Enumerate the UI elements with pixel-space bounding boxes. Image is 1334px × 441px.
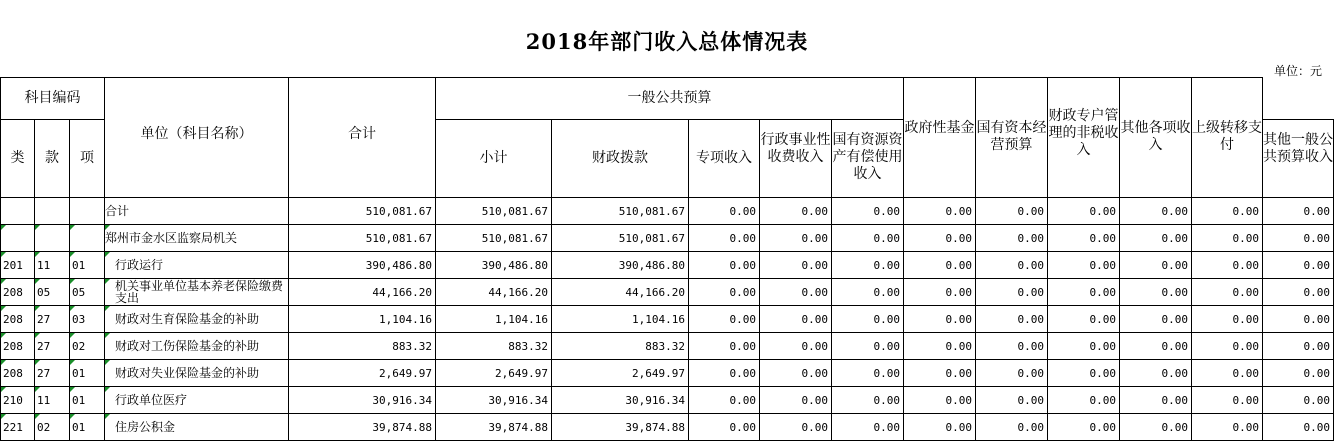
cell-lei bbox=[1, 414, 35, 441]
cell-state-capital: 0.00 bbox=[1048, 414, 1120, 441]
cell-fiscal-allocation: 883.32 bbox=[552, 333, 689, 360]
cell-admin-fees: 0.00 bbox=[760, 198, 832, 225]
cell-subtotal: 510,081.67 bbox=[436, 198, 552, 225]
cell-state-asset: 0.00 bbox=[832, 333, 904, 360]
header-kuan: 款 bbox=[35, 120, 70, 198]
cell-gov-fund: 0.00 bbox=[976, 252, 1048, 279]
cell-admin-fees: 0.00 bbox=[760, 279, 832, 306]
cell-marker-icon bbox=[105, 387, 110, 392]
page-title: 2018年部门收入总体情况表 bbox=[525, 29, 809, 54]
cell-marker-icon bbox=[70, 333, 75, 338]
cell-lei-text: 210 bbox=[3, 393, 23, 407]
cell-unit-name-text: 合计 bbox=[105, 204, 130, 218]
cell-kuan bbox=[35, 414, 70, 441]
cell-lei bbox=[1, 333, 35, 360]
cell-marker-icon bbox=[1, 306, 6, 311]
cell-marker-icon bbox=[1, 414, 6, 419]
cell-other-income: 0.00 bbox=[1192, 225, 1263, 252]
cell-state-asset: 0.00 bbox=[832, 225, 904, 252]
cell-admin-fees: 0.00 bbox=[760, 252, 832, 279]
table-row bbox=[1, 306, 1334, 333]
cell-fiscal-special: 0.00 bbox=[1120, 279, 1192, 306]
cell-xiang-text: 01 bbox=[72, 420, 86, 434]
cell-unit-name bbox=[105, 414, 289, 441]
cell-gov-fund: 0.00 bbox=[976, 360, 1048, 387]
cell-fiscal-special: 0.00 bbox=[1120, 333, 1192, 360]
cell-special-income: 0.00 bbox=[689, 279, 760, 306]
cell-gov-fund: 0.00 bbox=[976, 198, 1048, 225]
header-special-income: 专项收入 bbox=[689, 120, 760, 198]
cell-total: 39,874.88 bbox=[289, 414, 436, 441]
cell-marker-icon bbox=[35, 225, 40, 230]
cell-total: 510,081.67 bbox=[289, 225, 436, 252]
cell-kuan bbox=[35, 198, 70, 225]
cell-state-capital: 0.00 bbox=[1048, 387, 1120, 414]
cell-other-general: 0.00 bbox=[904, 198, 976, 225]
cell-kuan bbox=[35, 279, 70, 306]
cell-kuan-text: 27 bbox=[37, 312, 51, 326]
cell-marker-icon bbox=[105, 279, 110, 284]
cell-other-income: 0.00 bbox=[1192, 387, 1263, 414]
cell-transfer: 0.00 bbox=[1263, 279, 1334, 306]
cell-fiscal-special: 0.00 bbox=[1120, 360, 1192, 387]
cell-state-asset: 0.00 bbox=[832, 279, 904, 306]
header-xiang: 项 bbox=[70, 120, 105, 198]
cell-lei bbox=[1, 225, 35, 252]
cell-kuan-text: 27 bbox=[37, 366, 51, 380]
cell-xiang-text: 01 bbox=[72, 258, 86, 272]
cell-special-income: 0.00 bbox=[689, 360, 760, 387]
cell-other-general: 0.00 bbox=[904, 279, 976, 306]
cell-subtotal: 390,486.80 bbox=[436, 252, 552, 279]
cell-marker-icon bbox=[35, 252, 40, 257]
cell-gov-fund: 0.00 bbox=[976, 306, 1048, 333]
cell-transfer: 0.00 bbox=[1263, 306, 1334, 333]
cell-gov-fund: 0.00 bbox=[976, 387, 1048, 414]
cell-transfer: 0.00 bbox=[1263, 252, 1334, 279]
cell-other-income: 0.00 bbox=[1192, 360, 1263, 387]
cell-state-asset: 0.00 bbox=[832, 306, 904, 333]
cell-xiang bbox=[70, 387, 105, 414]
cell-special-income: 0.00 bbox=[689, 387, 760, 414]
cell-unit-name bbox=[105, 387, 289, 414]
cell-unit-name bbox=[105, 279, 289, 306]
cell-kuan bbox=[35, 252, 70, 279]
cell-kuan bbox=[35, 306, 70, 333]
cell-xiang bbox=[70, 360, 105, 387]
cell-marker-icon bbox=[70, 225, 75, 230]
header-transfer: 上级转移支付 bbox=[1192, 78, 1263, 198]
header-unit-name: 单位（科目名称） bbox=[105, 78, 289, 198]
cell-marker-icon bbox=[105, 360, 110, 365]
cell-xiang-text: 02 bbox=[72, 339, 86, 353]
cell-admin-fees: 0.00 bbox=[760, 414, 832, 441]
cell-kuan bbox=[35, 387, 70, 414]
header-general-budget: 一般公共预算 bbox=[436, 78, 904, 120]
cell-fiscal-special: 0.00 bbox=[1120, 225, 1192, 252]
table-row bbox=[1, 360, 1334, 387]
cell-kuan-text: 02 bbox=[37, 420, 51, 434]
cell-unit-name-text: 机关事业单位基本养老保险缴费支出 bbox=[115, 279, 284, 305]
cell-unit-name-text: 住房公积金 bbox=[115, 420, 176, 434]
cell-xiang bbox=[70, 333, 105, 360]
cell-transfer: 0.00 bbox=[1263, 333, 1334, 360]
cell-xiang-text: 01 bbox=[72, 366, 86, 380]
header-admin-fees: 行政事业性收费收入 bbox=[760, 120, 832, 198]
cell-other-income: 0.00 bbox=[1192, 279, 1263, 306]
cell-lei-text: 208 bbox=[3, 312, 23, 326]
cell-marker-icon bbox=[1, 225, 6, 230]
cell-other-general: 0.00 bbox=[904, 414, 976, 441]
cell-other-general: 0.00 bbox=[904, 387, 976, 414]
cell-total: 2,649.97 bbox=[289, 360, 436, 387]
cell-gov-fund: 0.00 bbox=[976, 333, 1048, 360]
cell-other-general: 0.00 bbox=[904, 360, 976, 387]
cell-marker-icon bbox=[35, 306, 40, 311]
cell-unit-name bbox=[105, 333, 289, 360]
cell-xiang bbox=[70, 225, 105, 252]
cell-subtotal: 1,104.16 bbox=[436, 306, 552, 333]
cell-marker-icon bbox=[1, 387, 6, 392]
cell-other-income: 0.00 bbox=[1192, 333, 1263, 360]
cell-fiscal-allocation: 1,104.16 bbox=[552, 306, 689, 333]
cell-marker-icon bbox=[35, 360, 40, 365]
cell-lei bbox=[1, 387, 35, 414]
header-other-general: 其他一般公共预算收入 bbox=[1263, 120, 1334, 198]
cell-unit-name-text: 郑州市金水区监察局机关 bbox=[105, 231, 238, 245]
cell-total: 1,104.16 bbox=[289, 306, 436, 333]
cell-transfer: 0.00 bbox=[1263, 414, 1334, 441]
cell-transfer: 0.00 bbox=[1263, 360, 1334, 387]
cell-state-asset: 0.00 bbox=[832, 414, 904, 441]
header-state-asset: 国有资源资产有偿使用收入 bbox=[832, 120, 904, 198]
cell-state-capital: 0.00 bbox=[1048, 306, 1120, 333]
cell-xiang-text: 03 bbox=[72, 312, 86, 326]
table-row bbox=[1, 225, 1334, 252]
cell-state-capital: 0.00 bbox=[1048, 198, 1120, 225]
cell-fiscal-special: 0.00 bbox=[1120, 252, 1192, 279]
cell-unit-name bbox=[105, 252, 289, 279]
table-body bbox=[1, 198, 1334, 441]
header-total: 合计 bbox=[289, 78, 436, 198]
table-row bbox=[1, 414, 1334, 441]
cell-gov-fund: 0.00 bbox=[976, 414, 1048, 441]
cell-state-asset: 0.00 bbox=[832, 387, 904, 414]
cell-lei-text: 208 bbox=[3, 339, 23, 353]
cell-other-income: 0.00 bbox=[1192, 306, 1263, 333]
header-subject-code: 科目编码 bbox=[1, 78, 105, 120]
cell-other-income: 0.00 bbox=[1192, 198, 1263, 225]
table-row bbox=[1, 387, 1334, 414]
cell-subtotal: 39,874.88 bbox=[436, 414, 552, 441]
cell-unit-name-text: 财政对失业保险基金的补助 bbox=[115, 366, 260, 380]
cell-unit-name-text: 行政单位医疗 bbox=[115, 393, 188, 407]
cell-gov-fund: 0.00 bbox=[976, 225, 1048, 252]
cell-admin-fees: 0.00 bbox=[760, 225, 832, 252]
cell-unit-name bbox=[105, 306, 289, 333]
cell-xiang bbox=[70, 414, 105, 441]
cell-kuan-text: 05 bbox=[37, 285, 51, 299]
cell-special-income: 0.00 bbox=[689, 198, 760, 225]
cell-marker-icon bbox=[1, 333, 6, 338]
cell-lei bbox=[1, 360, 35, 387]
table-row bbox=[1, 333, 1334, 360]
cell-xiang bbox=[70, 279, 105, 306]
cell-total: 30,916.34 bbox=[289, 387, 436, 414]
cell-kuan bbox=[35, 333, 70, 360]
cell-fiscal-allocation: 2,649.97 bbox=[552, 360, 689, 387]
cell-admin-fees: 0.00 bbox=[760, 387, 832, 414]
cell-lei bbox=[1, 279, 35, 306]
cell-fiscal-allocation: 510,081.67 bbox=[552, 198, 689, 225]
cell-lei-text: 201 bbox=[3, 258, 23, 272]
cell-lei bbox=[1, 306, 35, 333]
cell-xiang bbox=[70, 306, 105, 333]
cell-total: 510,081.67 bbox=[289, 198, 436, 225]
header-fiscal-allocation: 财政拨款 bbox=[552, 120, 689, 198]
cell-kuan-text: 27 bbox=[37, 339, 51, 353]
cell-marker-icon bbox=[35, 333, 40, 338]
header-gov-fund: 政府性基金 bbox=[904, 78, 976, 198]
cell-state-asset: 0.00 bbox=[832, 252, 904, 279]
cell-marker-icon bbox=[70, 252, 75, 257]
cell-subtotal: 883.32 bbox=[436, 333, 552, 360]
income-table bbox=[0, 77, 1334, 441]
table-row bbox=[1, 279, 1334, 306]
cell-marker-icon bbox=[1, 279, 6, 284]
cell-state-capital: 0.00 bbox=[1048, 360, 1120, 387]
cell-total: 44,166.20 bbox=[289, 279, 436, 306]
table-row bbox=[1, 252, 1334, 279]
cell-transfer: 0.00 bbox=[1263, 225, 1334, 252]
cell-state-capital: 0.00 bbox=[1048, 252, 1120, 279]
cell-lei-text: 208 bbox=[3, 285, 23, 299]
cell-other-income: 0.00 bbox=[1192, 252, 1263, 279]
cell-subtotal: 30,916.34 bbox=[436, 387, 552, 414]
cell-marker-icon bbox=[70, 306, 75, 311]
cell-unit-name-text: 财政对生育保险基金的补助 bbox=[115, 312, 260, 326]
cell-transfer: 0.00 bbox=[1263, 198, 1334, 225]
cell-special-income: 0.00 bbox=[689, 333, 760, 360]
cell-special-income: 0.00 bbox=[689, 306, 760, 333]
cell-unit-name bbox=[105, 198, 289, 225]
cell-fiscal-allocation: 44,166.20 bbox=[552, 279, 689, 306]
cell-kuan bbox=[35, 225, 70, 252]
cell-marker-icon bbox=[1, 252, 6, 257]
cell-marker-icon bbox=[105, 225, 110, 230]
cell-lei bbox=[1, 252, 35, 279]
cell-marker-icon bbox=[70, 279, 75, 284]
header-lei: 类 bbox=[1, 120, 35, 198]
cell-lei-text: 208 bbox=[3, 366, 23, 380]
cell-kuan-text: 11 bbox=[37, 258, 51, 272]
cell-subtotal: 510,081.67 bbox=[436, 225, 552, 252]
cell-subtotal: 44,166.20 bbox=[436, 279, 552, 306]
cell-fiscal-allocation: 510,081.67 bbox=[552, 225, 689, 252]
cell-subtotal: 2,649.97 bbox=[436, 360, 552, 387]
cell-state-asset: 0.00 bbox=[832, 198, 904, 225]
table-row bbox=[1, 198, 1334, 225]
cell-state-capital: 0.00 bbox=[1048, 225, 1120, 252]
cell-marker-icon bbox=[105, 306, 110, 311]
cell-fiscal-special: 0.00 bbox=[1120, 414, 1192, 441]
cell-marker-icon bbox=[105, 333, 110, 338]
cell-marker-icon bbox=[70, 360, 75, 365]
cell-xiang bbox=[70, 252, 105, 279]
cell-xiang-text: 05 bbox=[72, 285, 86, 299]
cell-marker-icon bbox=[105, 414, 110, 419]
cell-admin-fees: 0.00 bbox=[760, 333, 832, 360]
cell-xiang bbox=[70, 198, 105, 225]
cell-marker-icon bbox=[70, 387, 75, 392]
header-state-capital: 国有资本经营预算 bbox=[976, 78, 1048, 198]
cell-special-income: 0.00 bbox=[689, 414, 760, 441]
cell-fiscal-special: 0.00 bbox=[1120, 387, 1192, 414]
cell-admin-fees: 0.00 bbox=[760, 306, 832, 333]
cell-total: 883.32 bbox=[289, 333, 436, 360]
cell-other-general: 0.00 bbox=[904, 225, 976, 252]
cell-kuan-text: 11 bbox=[37, 393, 51, 407]
cell-special-income: 0.00 bbox=[689, 225, 760, 252]
cell-marker-icon bbox=[1, 360, 6, 365]
cell-gov-fund: 0.00 bbox=[976, 279, 1048, 306]
cell-fiscal-special: 0.00 bbox=[1120, 198, 1192, 225]
cell-state-capital: 0.00 bbox=[1048, 279, 1120, 306]
cell-fiscal-special: 0.00 bbox=[1120, 306, 1192, 333]
cell-state-capital: 0.00 bbox=[1048, 333, 1120, 360]
cell-marker-icon bbox=[35, 387, 40, 392]
cell-total: 390,486.80 bbox=[289, 252, 436, 279]
cell-state-asset: 0.00 bbox=[832, 360, 904, 387]
cell-special-income: 0.00 bbox=[689, 252, 760, 279]
header-subtotal: 小计 bbox=[436, 120, 552, 198]
cell-fiscal-allocation: 390,486.80 bbox=[552, 252, 689, 279]
cell-marker-icon bbox=[35, 414, 40, 419]
cell-kuan bbox=[35, 360, 70, 387]
cell-transfer: 0.00 bbox=[1263, 387, 1334, 414]
cell-admin-fees: 0.00 bbox=[760, 360, 832, 387]
cell-marker-icon bbox=[35, 279, 40, 284]
unit-label: 单位：元 bbox=[1273, 64, 1322, 78]
cell-marker-icon bbox=[105, 252, 110, 257]
cell-other-general: 0.00 bbox=[904, 252, 976, 279]
cell-other-general: 0.00 bbox=[904, 333, 976, 360]
cell-unit-name-text: 财政对工伤保险基金的补助 bbox=[115, 339, 260, 353]
cell-fiscal-allocation: 30,916.34 bbox=[552, 387, 689, 414]
cell-other-income: 0.00 bbox=[1192, 414, 1263, 441]
cell-xiang-text: 01 bbox=[72, 393, 86, 407]
table-header bbox=[1, 78, 1334, 198]
cell-marker-icon bbox=[70, 414, 75, 419]
cell-fiscal-allocation: 39,874.88 bbox=[552, 414, 689, 441]
header-fiscal-special: 财政专户管理的非税收入 bbox=[1048, 78, 1120, 198]
cell-lei bbox=[1, 198, 35, 225]
cell-unit-name bbox=[105, 360, 289, 387]
cell-unit-name-text: 行政运行 bbox=[115, 258, 164, 272]
header-other-income: 其他各项收入 bbox=[1120, 78, 1192, 198]
cell-lei-text: 221 bbox=[3, 420, 23, 434]
cell-other-general: 0.00 bbox=[904, 306, 976, 333]
cell-unit-name bbox=[105, 225, 289, 252]
